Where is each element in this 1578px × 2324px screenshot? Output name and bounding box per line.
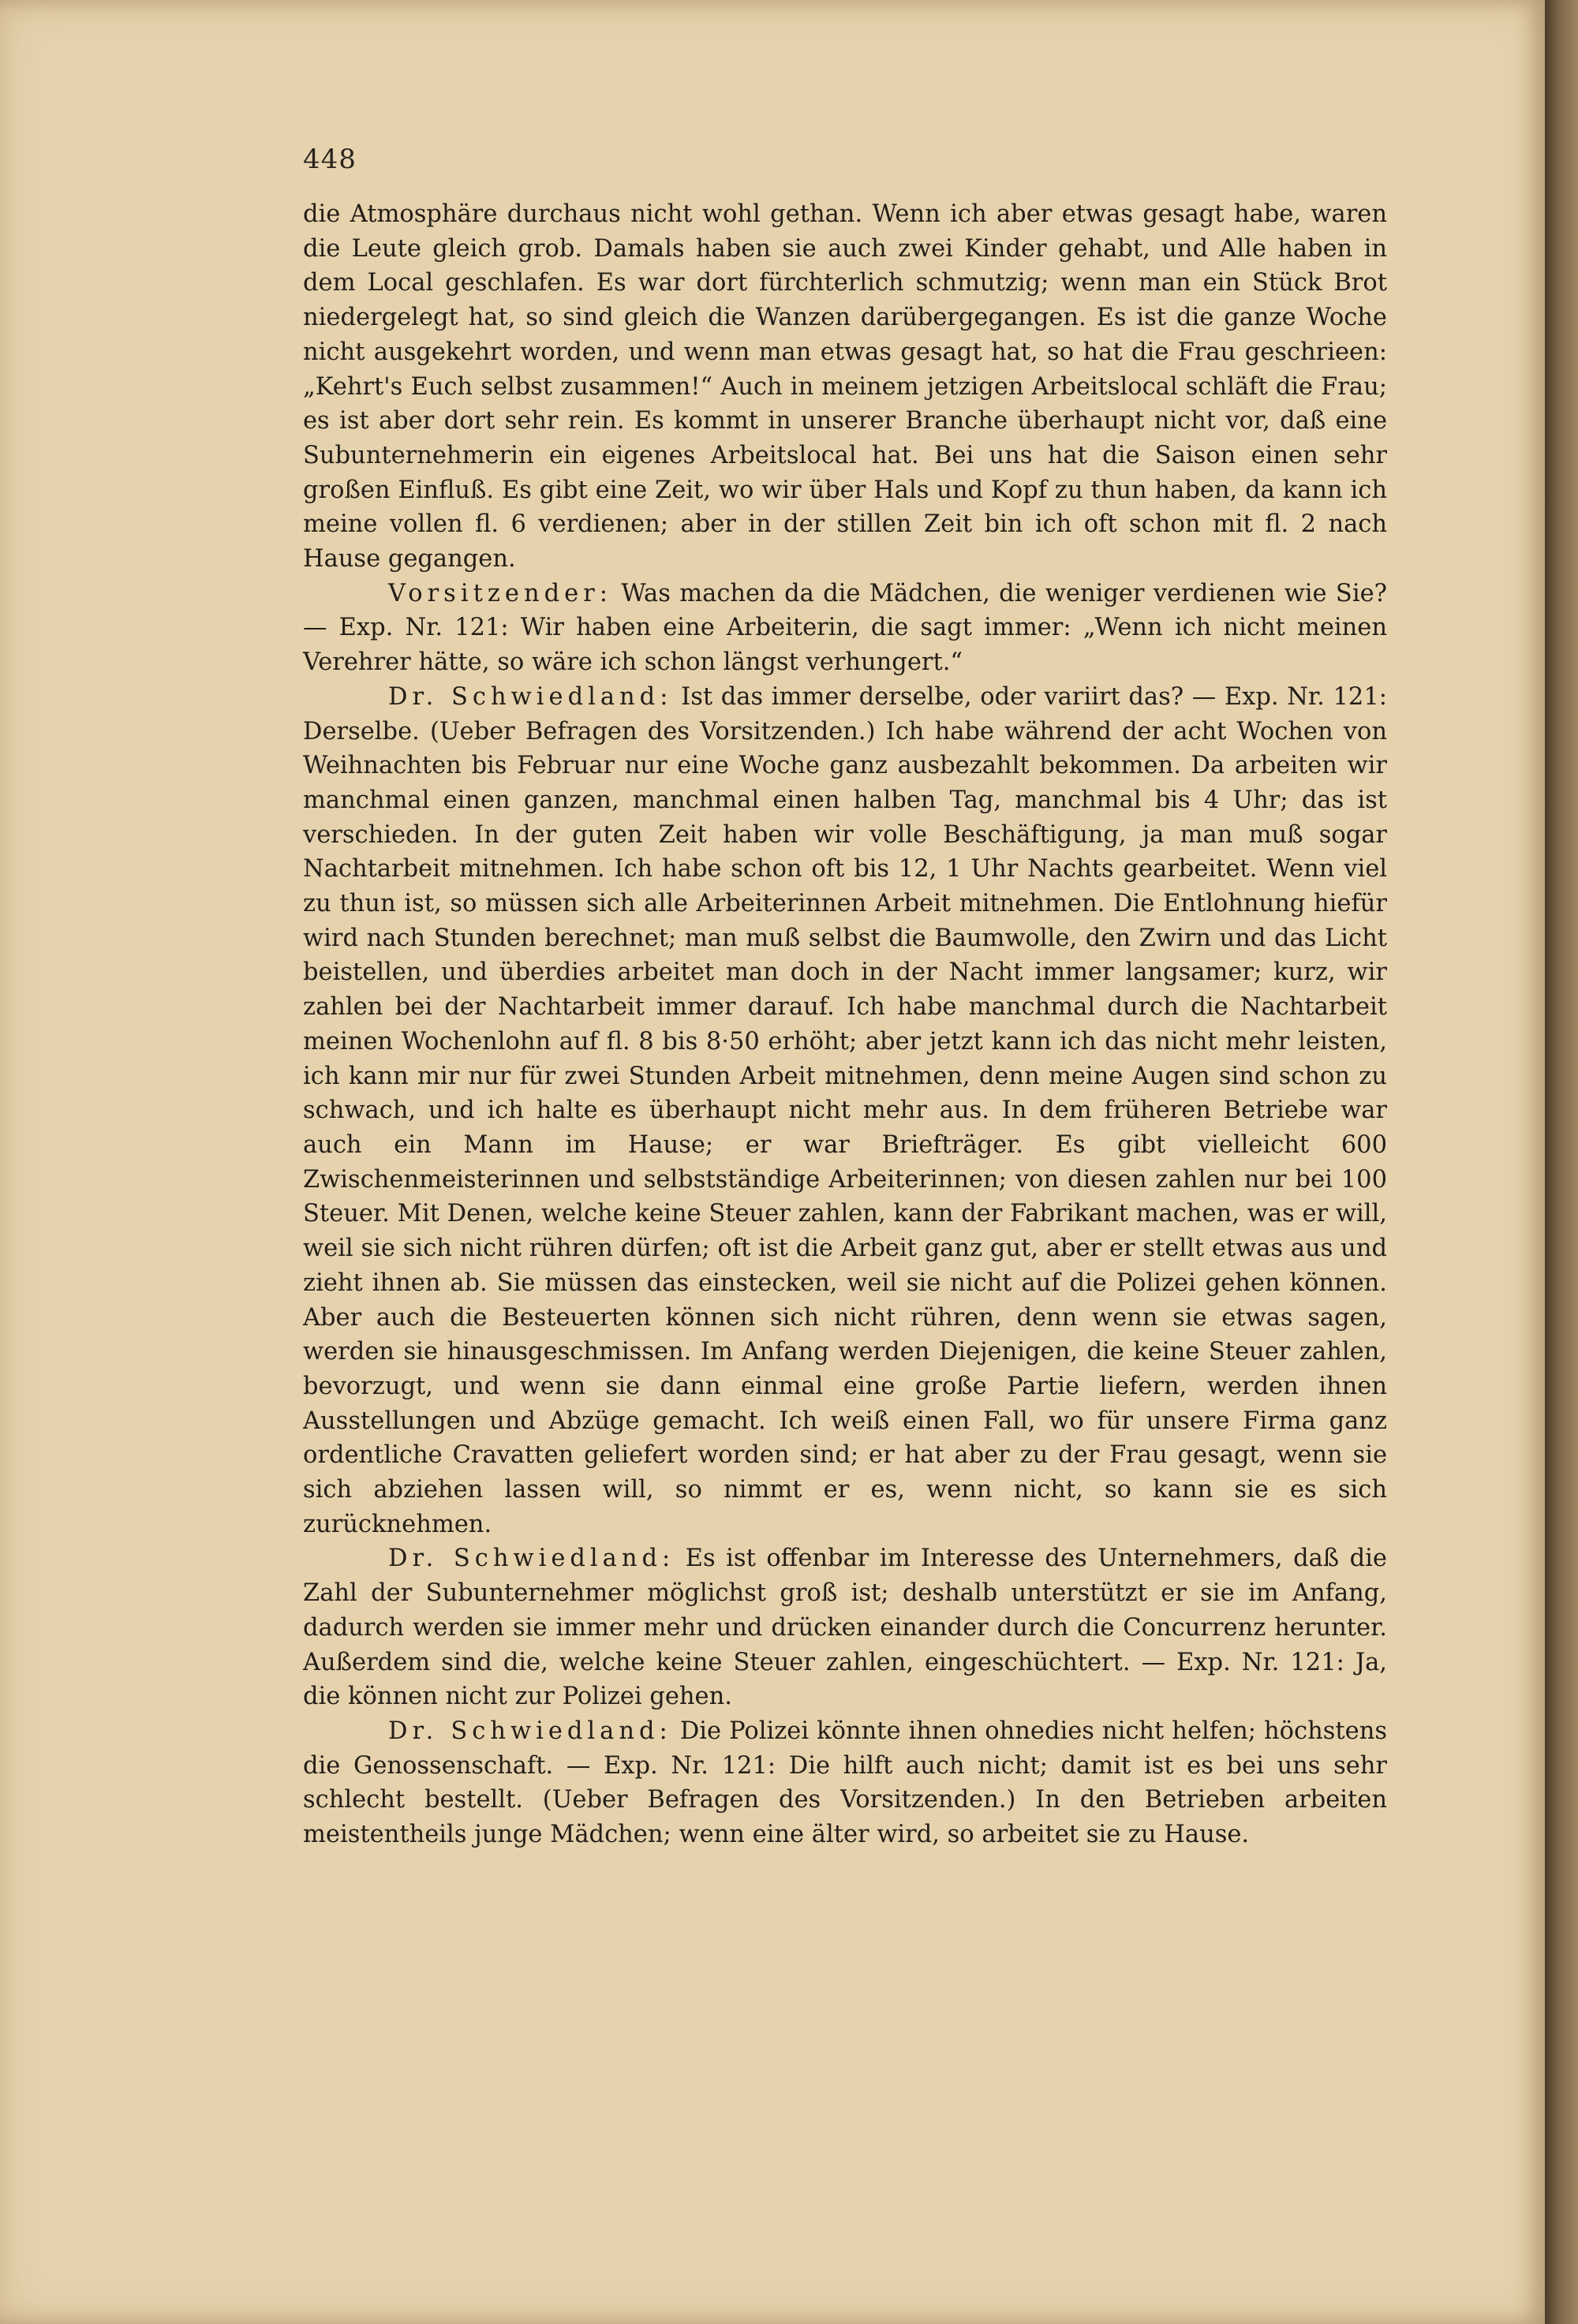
body-text bbox=[303, 197, 1387, 1852]
paragraph-3-text: Ist das immer derselbe, oder variirt das? — Exp. Nr. 121: Derselbe. (Ueber Befragen des Vorsitzenden.) Ich habe während der acht Wochen von Weihnachten bis Februar nur eine Woche ganz ausbezahlt bekommen. Da arbeiten wir manchmal einen ganzen, manchmal einen halben Tag, manchmal bis 4 Uhr; das ist verschieden. In der guten Zeit haben wir volle Beschäftigung, ja man muß sogar Nachtarbeit mitnehmen. Ich habe schon oft bis 12, 1 Uhr Nachts gearbeitet. Wenn viel zu thun ist, so müssen sich alle Arbeiterinnen Arbeit mitnehmen. Die Entlohnung hiefür wird nach Stunden berechnet; man muß selbst die Baumwolle, den Zwirn und das Licht beistellen, und überdies arbeitet man doch in der Nacht immer langsamer; kurz, wir zahlen bei der Nachtarbeit immer darauf. Ich habe manchmal durch die Nachtarbeit meinen Wochenlohn auf fl. 8 bis 8·50 erhöht; aber jetzt kann ich das nicht mehr leisten, ich kann mir nur für zwei Stunden Arbeit mitnehmen, denn meine Augen sind schon zu schwach, und ich halte es überhaupt nicht mehr aus. In dem früheren Betriebe war auch ein Mann im Hause; er war Briefträger. Es gibt vielleicht 600 Zwischenmeisterinnen und selbstständige Arbeiterinnen; von diesen zahlen nur bei 100 Steuer. Mit Denen, welche keine Steuer zahlen, kann der Fabrikant machen, was er will, weil sie sich nicht rühren dürfen; oft ist die Arbeit ganz gut, aber er stellt etwas aus und zieht ihnen ab. Sie müssen das einstecken, weil sie nicht auf die Polizei gehen können. Aber auch die Besteuerten können sich nicht rühren, denn wenn sie etwas sagen, werden sie hinausgeschmissen. Im Anfang werden Diejenigen, die keine Steuer zahlen, bevorzugt, und wenn sie dann einmal eine große Partie liefern, werden ihnen Ausstellungen und Abzüge gemacht. Ich weiß einen Fall, wo für unsere Firma ganz ordentliche Cravatten geliefert worden sind; er hat aber zu der Frau gesagt, wenn sie sich abziehen lassen will, so nimmt er es, wenn nicht, so kann sie es sich zurücknehmen. bbox=[303, 682, 1388, 1538]
paragraph-2 bbox=[303, 577, 1387, 680]
paragraph-3 bbox=[303, 680, 1387, 1542]
page-number: 448 bbox=[303, 144, 357, 175]
speaker-label: Dr. Schwiedland: bbox=[388, 1717, 672, 1745]
book-spine-edge bbox=[1545, 0, 1578, 2324]
speaker-label: Vorsitzender: bbox=[388, 579, 613, 607]
paragraph-4-text: Es ist offenbar im Interesse des Unternehmers, daß die Zahl der Subunternehmer möglichst groß ist; deshalb unterstützt er sie im Anfang, dadurch werden sie immer mehr und drücken einander durch die Concurrenz herunter. Außerdem sind die, welche keine Steuer zahlen, eingeschüchtert. — Exp. Nr. 121: Ja, die können nicht zur Polizei gehen. bbox=[303, 1545, 1387, 1711]
paragraph-5 bbox=[303, 1714, 1387, 1852]
paragraph-2-text: Was machen da die Mädchen, die weniger verdienen wie Sie? — Exp. Nr. 121: Wir haben eine Arbeiterin, die sagt immer: „Wenn ich nicht meinen Verehrer hätte, so wäre ich schon längst verhungert.“ bbox=[303, 579, 1387, 677]
speaker-label: Dr. Schwiedland: bbox=[388, 1545, 675, 1573]
paragraph-4 bbox=[303, 1541, 1387, 1714]
speaker-label: Dr. Schwiedland: bbox=[388, 682, 673, 711]
paragraph-1 bbox=[303, 197, 1387, 577]
paragraph-5-text: Die Polizei könnte ihnen ohnedies nicht helfen; höchstens die Genossenschaft. — Exp. Nr. 121: Die hilft auch nicht; damit ist es bei uns sehr schlecht bestellt. (Ueber Befragen des Vorsitzenden.) In den Betrieben arbeiten meistentheils junge Mädchen; wenn eine älter wird, so arbeitet sie zu Hause. bbox=[303, 1717, 1387, 1849]
paragraph-1-text: die Atmosphäre durchaus nicht wohl gethan. Wenn ich aber etwas gesagt habe, waren die Leute gleich grob. Damals haben sie auch zwei Kinder gehabt, und Alle haben in dem Local geschlafen. Es war dort fürchterlich schmutzig; wenn man ein Stück Brot niedergelegt hat, so sind gleich die Wanzen darübergegangen. Es ist die ganze Woche nicht ausgekehrt worden, und wenn man etwas gesagt hat, so hat die Frau geschrieen: „Kehrt's Euch selbst zusammen!“ Auch in meinem jetzigen Arbeitslocal schläft die Frau; es ist aber dort sehr rein. Es kommt in unserer Branche überhaupt nicht vor, daß eine Subunternehmerin ein eigenes Arbeitslocal hat. Bei uns hat die Saison einen sehr großen Einfluß. Es gibt eine Zeit, wo wir über Hals und Kopf zu thun haben, da kann ich meine vollen fl. 6 verdienen; aber in der stillen Zeit bin ich oft schon mit fl. 2 nach Hause gegangen. bbox=[303, 200, 1387, 574]
